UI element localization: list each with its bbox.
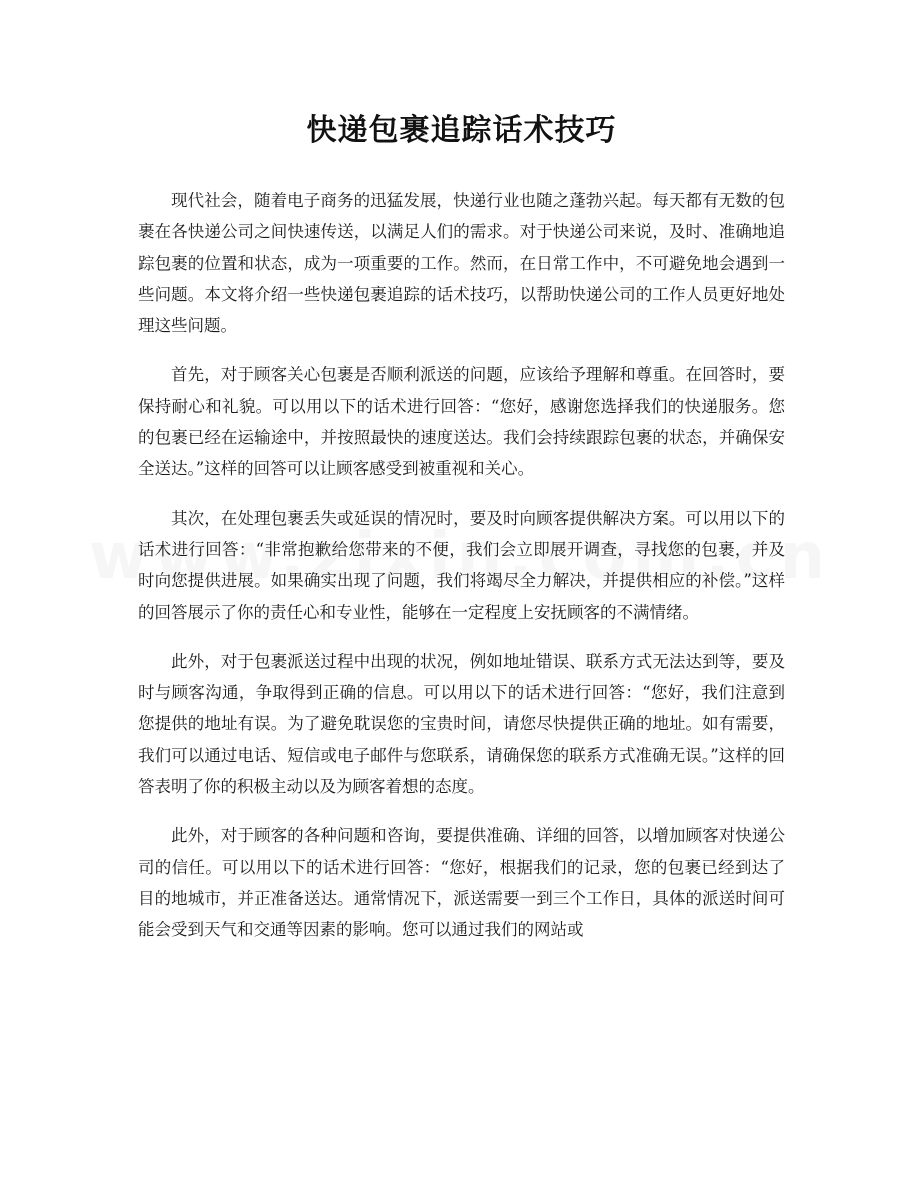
paragraph-3: 其次，在处理包裹丢失或延误的情况时，要及时向顾客提供解决方案。可以用以下的话术进行回答：“非常抱歉给您带来的不便，我们会立即展开调查，寻找您的包裹，并及时向您提供进展。如果确实出现了问题，我们将竭尽全力解决，并提供相应的补偿。”这样的回答展示了你的责任心和专业性，能够在一定程度上安抚顾客的不满情绪。 <box>138 508 785 622</box>
paragraph-5: 此外，对于顾客的各种问题和咨询，要提供准确、详细的回答，以增加顾客对快递公司的信任。可以用以下的话术进行回答：“您好，根据我们的记录，您的包裹已经到达了目的地城市，并正准备送达。通常情况下，派送需要一到三个工作日，具体的派送时间可能会受到天气和交通等因素的影响。您可以通过我们的网站或 <box>138 826 785 940</box>
paragraph-2: 首先，对于顾客关心包裹是否顺利派送的问题，应该给予理解和尊重。在回答时，要保持耐心和礼貌。可以用以下的话术进行回答：“您好，感谢您选择我们的快递服务。您的包裹已经在运输途中，并按照最快的速度送达。我们会持续跟踪包裹的状态，并确保安全送达。”这样的回答可以让顾客感受到被重视和关心。 <box>138 365 785 479</box>
paragraph-4: 此外，对于包裹派送过程中出现的状况，例如地址错误、联系方式无法达到等，要及时与顾客沟通，争取得到正确的信息。可以用以下的话术进行回答：“您好，我们注意到您提供的地址有误。为了避免耽误您的宝贵时间，请您尽快提供正确的地址。如有需要，我们可以通过电话、短信或电子邮件与您联系，请确保您的联系方式准确无误。”这样的回答表明了你的积极主动以及为顾客着想的态度。 <box>138 651 785 797</box>
paragraph-1: 现代社会，随着电子商务的迅猛发展，快递行业也随之蓬勃兴起。每天都有无数的包裹在各快递公司之间快速传送，以满足人们的需求。对于快递公司来说，及时、准确地追踪包裹的位置和状态，成为一项重要的工作。然而，在日常工作中，不可避免地会遇到一些问题。本文将介绍一些快递包裹追踪的话术技巧，以帮助快递公司的工作人员更好地处理这些问题。 <box>138 191 785 336</box>
document-title: 快递包裹追踪话术技巧 <box>306 113 617 148</box>
document-body <box>138 185 785 946</box>
